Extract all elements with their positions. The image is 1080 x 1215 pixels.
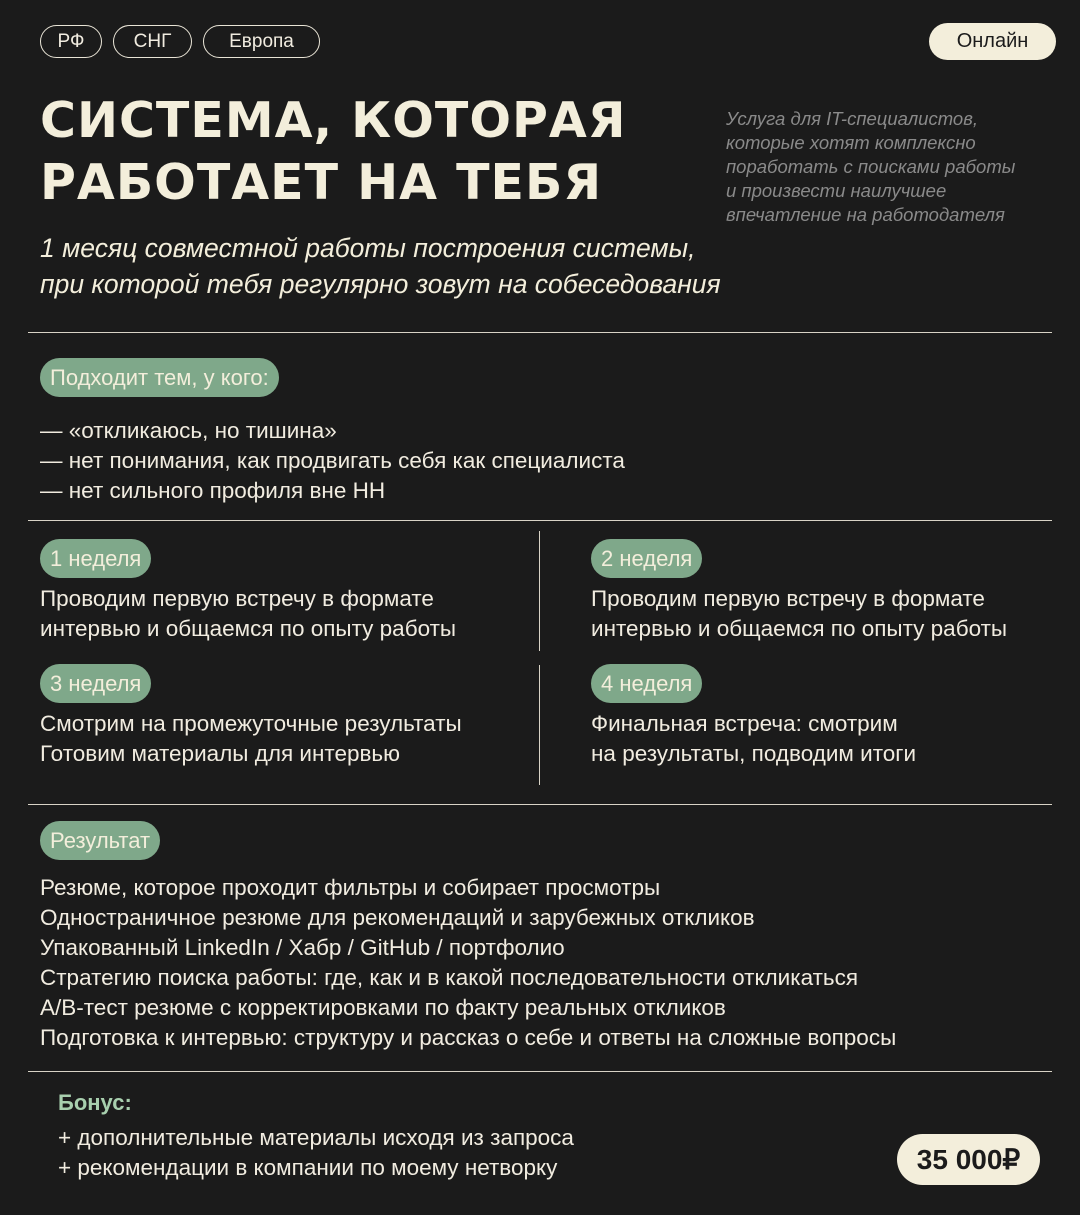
list-item: Одностраничное резюме для рекомендаций и зарубежных откликов bbox=[40, 905, 755, 930]
result-label: Результат bbox=[40, 821, 160, 860]
list-item: Упакованный LinkedIn / Хабр / GitHub / портфолио bbox=[40, 935, 565, 960]
description-line: интервью и общаемся по опыту работы bbox=[591, 616, 1008, 641]
list-item: Стратегию поиска работы: где, как и в какой последовательности откликаться bbox=[40, 965, 859, 990]
list-item: — нет понимания, как продвигать себя как специалиста bbox=[40, 448, 625, 473]
list-item: Подготовка к интервью: структуру и рассказ о себе и ответы на сложные вопросы bbox=[40, 1025, 897, 1050]
region-chip-europe[interactable]: Европа bbox=[203, 25, 320, 58]
page-subtitle bbox=[40, 230, 721, 302]
region-chip-rf[interactable]: РФ bbox=[40, 25, 102, 58]
week-4-description bbox=[591, 709, 916, 769]
divider bbox=[28, 1071, 1052, 1072]
list-item: A/B-тест резюме с корректировками по факту реальных откликов bbox=[40, 995, 726, 1020]
description-line: впечатление на работодателя bbox=[726, 204, 1005, 225]
divider bbox=[28, 332, 1052, 333]
result-list bbox=[40, 873, 896, 1053]
list-item: Резюме, которое проходит фильтры и собирает просмотры bbox=[40, 875, 661, 900]
description-line: Смотрим на промежуточные результаты bbox=[40, 711, 462, 736]
week-3-label: 3 неделя bbox=[40, 664, 151, 703]
week-4-label: 4 неделя bbox=[591, 664, 702, 703]
audience-label: Подходит тем, у кого: bbox=[40, 358, 279, 397]
region-chip-cis[interactable]: СНГ bbox=[113, 25, 192, 58]
description-line: Готовим материалы для интервью bbox=[40, 741, 401, 766]
description-line: Финальная встреча: смотрим bbox=[591, 711, 898, 736]
description-line: на результаты, подводим итоги bbox=[591, 741, 917, 766]
divider bbox=[28, 520, 1052, 521]
service-description bbox=[726, 107, 1046, 227]
list-item: + рекомендации в компании по моему нетворку bbox=[58, 1155, 558, 1180]
title-line: СИСТЕМА, КОТОРАЯ bbox=[40, 92, 627, 149]
list-item: — нет сильного профиля вне HH bbox=[40, 478, 386, 503]
subtitle-line: при которой тебя регулярно зовут на собеседования bbox=[40, 269, 721, 299]
week-2-label: 2 неделя bbox=[591, 539, 702, 578]
description-line: Услуга для IT-специалистов, bbox=[726, 108, 978, 129]
description-line: Проводим первую встречу в формате bbox=[40, 586, 434, 611]
bonus-label: Бонус: bbox=[58, 1090, 132, 1115]
title-line: РАБОТАЕТ НА ТЕБЯ bbox=[40, 154, 603, 211]
description-line: которые хотят комплексно bbox=[726, 132, 976, 153]
bonus-list bbox=[58, 1123, 574, 1183]
description-line: поработать с поисками работы bbox=[726, 156, 1016, 177]
audience-list bbox=[40, 416, 625, 506]
page-title bbox=[40, 90, 627, 214]
week-1-label: 1 неделя bbox=[40, 539, 151, 578]
price-badge: 35 000₽ bbox=[897, 1134, 1040, 1185]
list-item: — «откликаюсь, но тишина» bbox=[40, 418, 337, 443]
week-2-description bbox=[591, 584, 1007, 644]
subtitle-line: 1 месяц совместной работы построения системы, bbox=[40, 233, 696, 263]
description-line: и произвести наилучшее bbox=[726, 180, 947, 201]
description-line: интервью и общаемся по опыту работы bbox=[40, 616, 457, 641]
description-line: Проводим первую встречу в формате bbox=[591, 586, 985, 611]
column-divider bbox=[539, 531, 540, 651]
week-3-description bbox=[40, 709, 462, 769]
week-1-description bbox=[40, 584, 456, 644]
column-divider bbox=[539, 665, 540, 785]
divider bbox=[28, 804, 1052, 805]
format-badge-online: Онлайн bbox=[929, 23, 1056, 60]
list-item: + дополнительные материалы исходя из запроса bbox=[58, 1125, 574, 1150]
